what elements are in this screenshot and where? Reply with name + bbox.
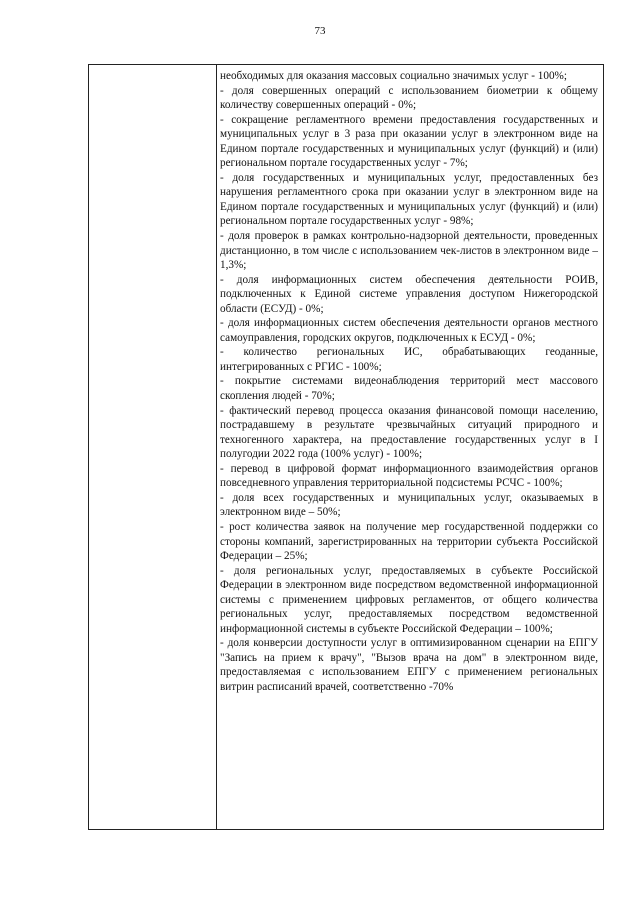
indicator-paragraph: необходимых для оказания массовых социально значимых услуг - 100%;: [220, 70, 567, 82]
indicator-paragraph: - доля всех государственных и муниципальных услуг, оказываемых в электронном виде – 50%;: [220, 491, 598, 519]
indicator-paragraph: - перевод в цифровой формат информационного взаимодействия органов повседневного управления территориальной подсистемы РСЧС - 100%;: [220, 462, 598, 490]
table-right-cell: [220, 69, 598, 695]
indicator-paragraph: - сокращение регламентного времени предоставления государственных и муниципальных услуг в 3 раза при оказании услуг в электронном виде на Едином портале государственных и муниципальных услуг (функций) и (или) региональном портале государственных услуг - 7%;: [220, 113, 598, 170]
indicator-paragraph: - фактический перевод процесса оказания финансовой помощи населению, пострадавшему в результате чрезвычайных ситуаций природного и техногенного характера, на предоставление государственных услуг в I полугодии 2022 года (100% услуг) - 100%;: [220, 404, 598, 461]
indicator-paragraph: - доля региональных услуг, предоставляемых в субъекте Российской Федерации в электронном виде посредством ведомственной информационной системы с применением цифровых регламентов, от общего количества региональных услуг, предоставляемых посредством ведомственной информационной системы в субъекте Российской Федерации – 100%;: [220, 564, 598, 635]
indicator-paragraph: - доля проверок в рамках контрольно-надзорной деятельности, проведенных дистанционно, в том числе с использованием чек-листов в электронном виде – 1,3%;: [220, 230, 598, 272]
indicator-paragraph: - доля конверсии доступности услуг в оптимизированном сценарии на ЕПГУ "Запись на прием к врачу", "Вызов врача на дом" в электронном виде, предоставляемая с использованием ЕПГУ с применением региональных витрин расписаний врачей, соответственно -70%: [220, 637, 598, 693]
table-left-cell: [89, 65, 216, 829]
indicator-paragraph: - покрытие системами видеонаблюдения территорий мест массового скопления людей - 70%;: [220, 375, 598, 403]
indicators-table: [88, 64, 604, 830]
indicator-paragraph: - доля информационных систем обеспечения деятельности органов местного самоуправления, городских округов, подключенных к ЕСУД - 0%;: [220, 317, 598, 344]
indicator-paragraph: - доля совершенных операций с использованием биометрии к общему количеству совершенных операций - 0%;: [220, 84, 598, 112]
indicator-paragraph: - доля государственных и муниципальных услуг, предоставленных без нарушения регламентного срока при оказании услуг в электронном виде на Едином портале государственных и муниципальных услуг (функций) и (или) региональном портале государственных услуг - 98%;: [220, 171, 598, 228]
page-number: 73: [314, 25, 326, 37]
indicator-paragraph: - количество региональных ИС, обрабатывающих геоданные, интегрированных с РГИС - 100%;: [220, 346, 598, 373]
indicator-paragraph: - рост количества заявок на получение мер государственной поддержки со стороны компаний, зарегистрированных на территории субъекта Российской Федерации – 25%;: [220, 520, 598, 563]
column-divider: [216, 65, 217, 829]
indicator-paragraph: - доля информационных систем обеспечения деятельности РОИВ, подключенных к Единой системе управления доступом Нижегородской области (ЕСУД) - 0%;: [220, 273, 598, 315]
